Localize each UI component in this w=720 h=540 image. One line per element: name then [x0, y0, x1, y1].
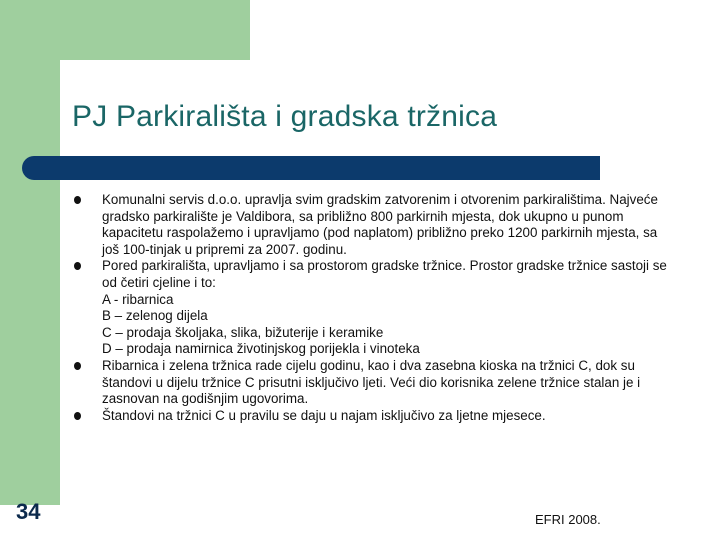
- slide-title: PJ Parkirališta i gradska tržnica: [72, 100, 498, 133]
- side-decoration: [0, 60, 60, 505]
- bullet-item-stands: [102, 408, 677, 425]
- bullet-text: Štandovi na tržnici C u pravilu se daju u najam isključivo za ljetne mjesece.: [102, 407, 546, 423]
- bullet-list: [102, 192, 677, 424]
- bullet-item-parking: [102, 192, 677, 258]
- market-section-c: C – prodaja školjaka, slika, bižuterije i keramike: [102, 324, 384, 340]
- slide-number: 34: [16, 499, 41, 524]
- market-section-b: B – zelenog dijela: [102, 308, 208, 324]
- bullet-text: Komunalni servis d.o.o. upravlja svim gradskim zatvorenim i otvorenim parkiralištima. Najveće gradsko parkiralište je Valdibora, sa približno 800 parkirnih mjesta, dok ukupno u punom kapacitetu raspolažemo i upravljamo (pod naplatom) približno preko 1200 parkirnih mjesta, sa još 100-tinjak u pripremi za 2007. godinu.: [102, 192, 658, 257]
- bullet-text: Pored parkirališta, upravljamo i sa prostorom gradske tržnice. Prostor gradske tržnice sastoji se od četiri cjeline i to:: [102, 258, 667, 290]
- title-underline-bar: [22, 156, 600, 180]
- footer-text: EFRI 2008.: [535, 512, 601, 527]
- market-section-d: D – prodaja namirnica životinjskog porijekla i vinoteka: [102, 341, 420, 357]
- bullet-text: Ribarnica i zelena tržnica rade cijelu godinu, kao i dva zasebna kioska na tržnici C, dok su štandovi u dijelu tržnice C prisutni isključivo ljeti. Veći dio korisnika zelene tržnice stalan je i zasnovan na godišnjim ugovorima.: [102, 357, 641, 407]
- bullet-item-market: [102, 258, 677, 358]
- corner-decoration: [0, 0, 250, 60]
- bullet-item-fish-market: [102, 358, 677, 408]
- market-section-a: A - ribarnica: [102, 291, 174, 307]
